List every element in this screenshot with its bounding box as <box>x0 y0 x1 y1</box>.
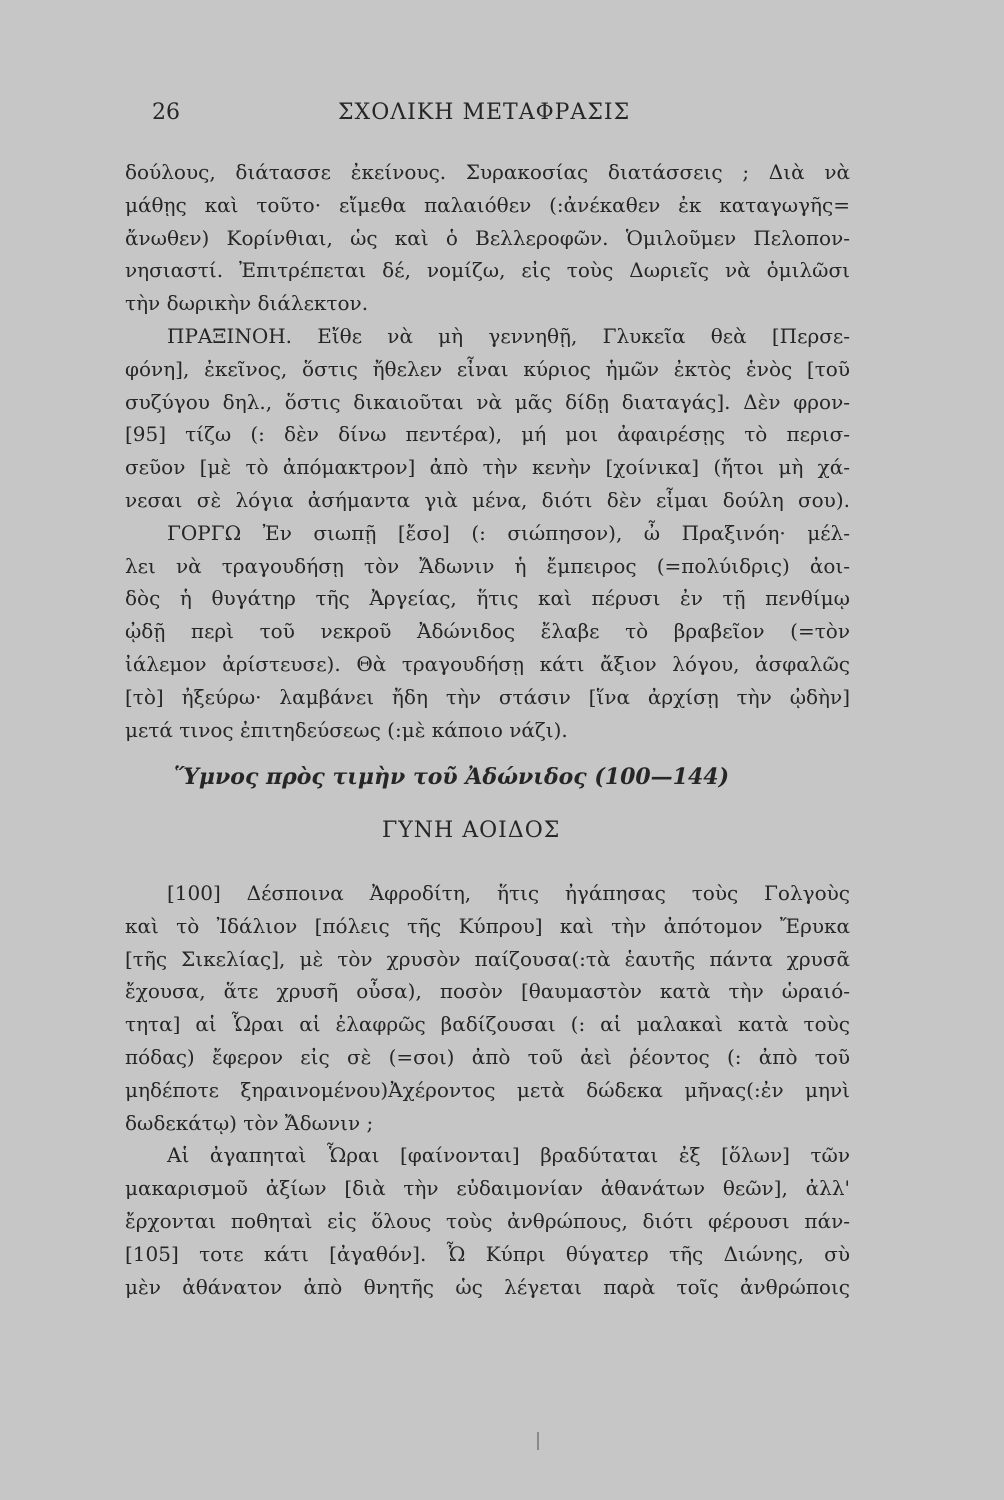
text-line: νεσαι σὲ λόγια ἀσήμαντα γιὰ μένα, διότι δὲν εἶμαι δούλη σου). <box>125 487 850 512</box>
text-block-bottom <box>125 877 850 1303</box>
text-line: ἔχουσα, ἅτε χρυσῆ οὖσα), ποσὸν [θαυμαστὸν κατὰ τὴν ὡραιό- <box>125 979 850 1004</box>
text-line: μάθῃς καὶ τοῦτο· εἴμεθα παλαιόθεν (:ἀνέκαθεν ἐκ καταγωγῆς= <box>125 192 850 217</box>
text-line: δὸς ἡ θυγάτηρ τῆς Ἀργείας, ἥτις καὶ πέρυσι ἐν τῇ πενθίμῳ <box>125 586 850 611</box>
page-number: 26 <box>152 100 180 125</box>
text-line: ἄνωθεν) Κορίνθιαι, ὡς καὶ ὁ Βελλεροφῶν. Ὁμιλοῦμεν Πελοπον- <box>125 225 850 250</box>
text-block-top <box>125 156 850 746</box>
text-line: μετά τινος ἐπιτηδεύσεως (:μὲ κάποιο νάζι). <box>125 717 568 742</box>
text-line: μακαρισμοῦ ἀξίων [διὰ τὴν εὐδαιμονίαν ἀθανάτων θεῶν], ἀλλ' <box>125 1176 850 1201</box>
text-line: πόδας) ἔφερον εἰς σὲ (=σοι) ἀπὸ τοῦ ἀεὶ ῥέοντος (: ἀπὸ τοῦ <box>125 1044 850 1069</box>
text-line: Αἱ ἀγαπηταὶ Ὧραι [φαίνονται] βραδύταται ἐξ [ὅλων] τῶν <box>167 1143 850 1168</box>
text-line: [105] τοτε κάτι [ἀγαθόν]. Ὦ Κύπρι θύγατερ τῆς Διώνης, σὺ <box>125 1241 850 1266</box>
text-line: σεῦον [μὲ τὸ ἀπόμακτρον] ἀπὸ τὴν κενὴν [χοίνικα] (ἤτοι μὴ χά- <box>125 455 850 480</box>
text-line: νησιαστί. Ἐπιτρέπεται δέ, νομίζω, εἰς τοὺς Δωριεῖς νὰ ὁμιλῶσι <box>125 258 850 283</box>
text-line: δωδεκάτῳ) τὸν Ἄδωνιν ; <box>125 1110 374 1135</box>
hymn-title: Ὕμνος πρὸς τιμὴν τοῦ Ἀδώνιδος (100—144) <box>174 764 730 790</box>
text-line: [τὸ] ἠξεύρω· λαμβάνει ἤδη τὴν στάσιν [ἵνα ἀρχίσῃ τὴν ᾠδὴν] <box>125 684 850 709</box>
running-head: ΣΧΟΛΙΚΗ ΜΕΤΑΦΡΑΣΙΣ <box>338 100 631 125</box>
text-line: καὶ τὸ Ἰδάλιον [πόλεις τῆς Κύπρου] καὶ τὴν ἀπότομον Ἔρυκα <box>125 913 850 938</box>
text-line: ΓΟΡΓΩ Ἐν σιωπῇ [ἔσο] (: σιώπησον), ὦ Πραξινόη· μέλ- <box>167 520 850 545</box>
text-line: ᾠδῇ περὶ τοῦ νεκροῦ Ἀδώνιδος ἔλαβε τὸ βραβεῖον (=τὸν <box>125 619 850 644</box>
text-line: ΠΡΑΞΙΝΟΗ. Εἴθε νὰ μὴ γεννηθῇ, Γλυκεῖα θεὰ [Περσε- <box>167 323 850 348</box>
text-line: μὲν ἀθάνατον ἀπὸ θνητῆς ὡς λέγεται παρὰ τοῖς ἀνθρώποις <box>125 1274 850 1299</box>
text-line: ἰάλεμον ἀρίστευσε). Θὰ τραγουδήσῃ κάτι ἄξιον λόγου, ἀσφαλῶς <box>125 651 850 676</box>
text-line: συζύγου δηλ., ὅστις δικαιοῦται νὰ μᾶς δίδῃ διαταγάς]. Δὲν φρον- <box>125 389 850 414</box>
text-line: τητα] αἱ Ὧραι αἱ ἐλαφρῶς βαδίζουσαι (: αἱ μαλακαὶ κατὰ τοὺς <box>125 1012 850 1037</box>
text-line: φόνη], ἐκεῖνος, ὅστις ἤθελεν εἶναι κύριος ἡμῶν ἐκτὸς ἑνὸς [τοῦ <box>125 356 850 381</box>
text-line: [τῆς Σικελίας], μὲ τὸν χρυσὸν παίζουσα(:τὰ ἑαυτῆς πάντα χρυσᾶ <box>125 946 850 971</box>
text-line: [95] τίζω (: δὲν δίνω πεντέρα), μή μοι ἀφαιρέσῃς τὸ περισ- <box>125 422 850 447</box>
text-line: μηδέποτε ξηραινομένου)Ἀχέροντος μετὰ δώδεκα μῆνας(:ἐν μηνὶ <box>125 1077 850 1102</box>
print-mark <box>537 1432 539 1450</box>
speaker-heading: ΓΥΝΗ ΑΟΙΔΟΣ <box>382 818 561 843</box>
text-line: ἔρχονται ποθηταὶ εἰς ὅλους τοὺς ἀνθρώπους, διότι φέρουσι πάν- <box>125 1208 850 1233</box>
text-line: τὴν δωρικὴν διάλεκτον. <box>125 291 369 316</box>
text-line: λει νὰ τραγουδήσῃ τὸν Ἄδωνιν ἡ ἔμπειρος (=πολύιδρις) ἀοι- <box>125 553 850 578</box>
text-line: δούλους, διάτασσε ἐκείνους. Συρακοσίας διατάσσεις ; Διὰ νὰ <box>125 160 850 184</box>
page-header <box>148 100 848 134</box>
text-line: [100] Δέσποινα Ἀφροδίτη, ἥτις ἠγάπησας τοὺς Γολγοὺς <box>167 881 850 905</box>
